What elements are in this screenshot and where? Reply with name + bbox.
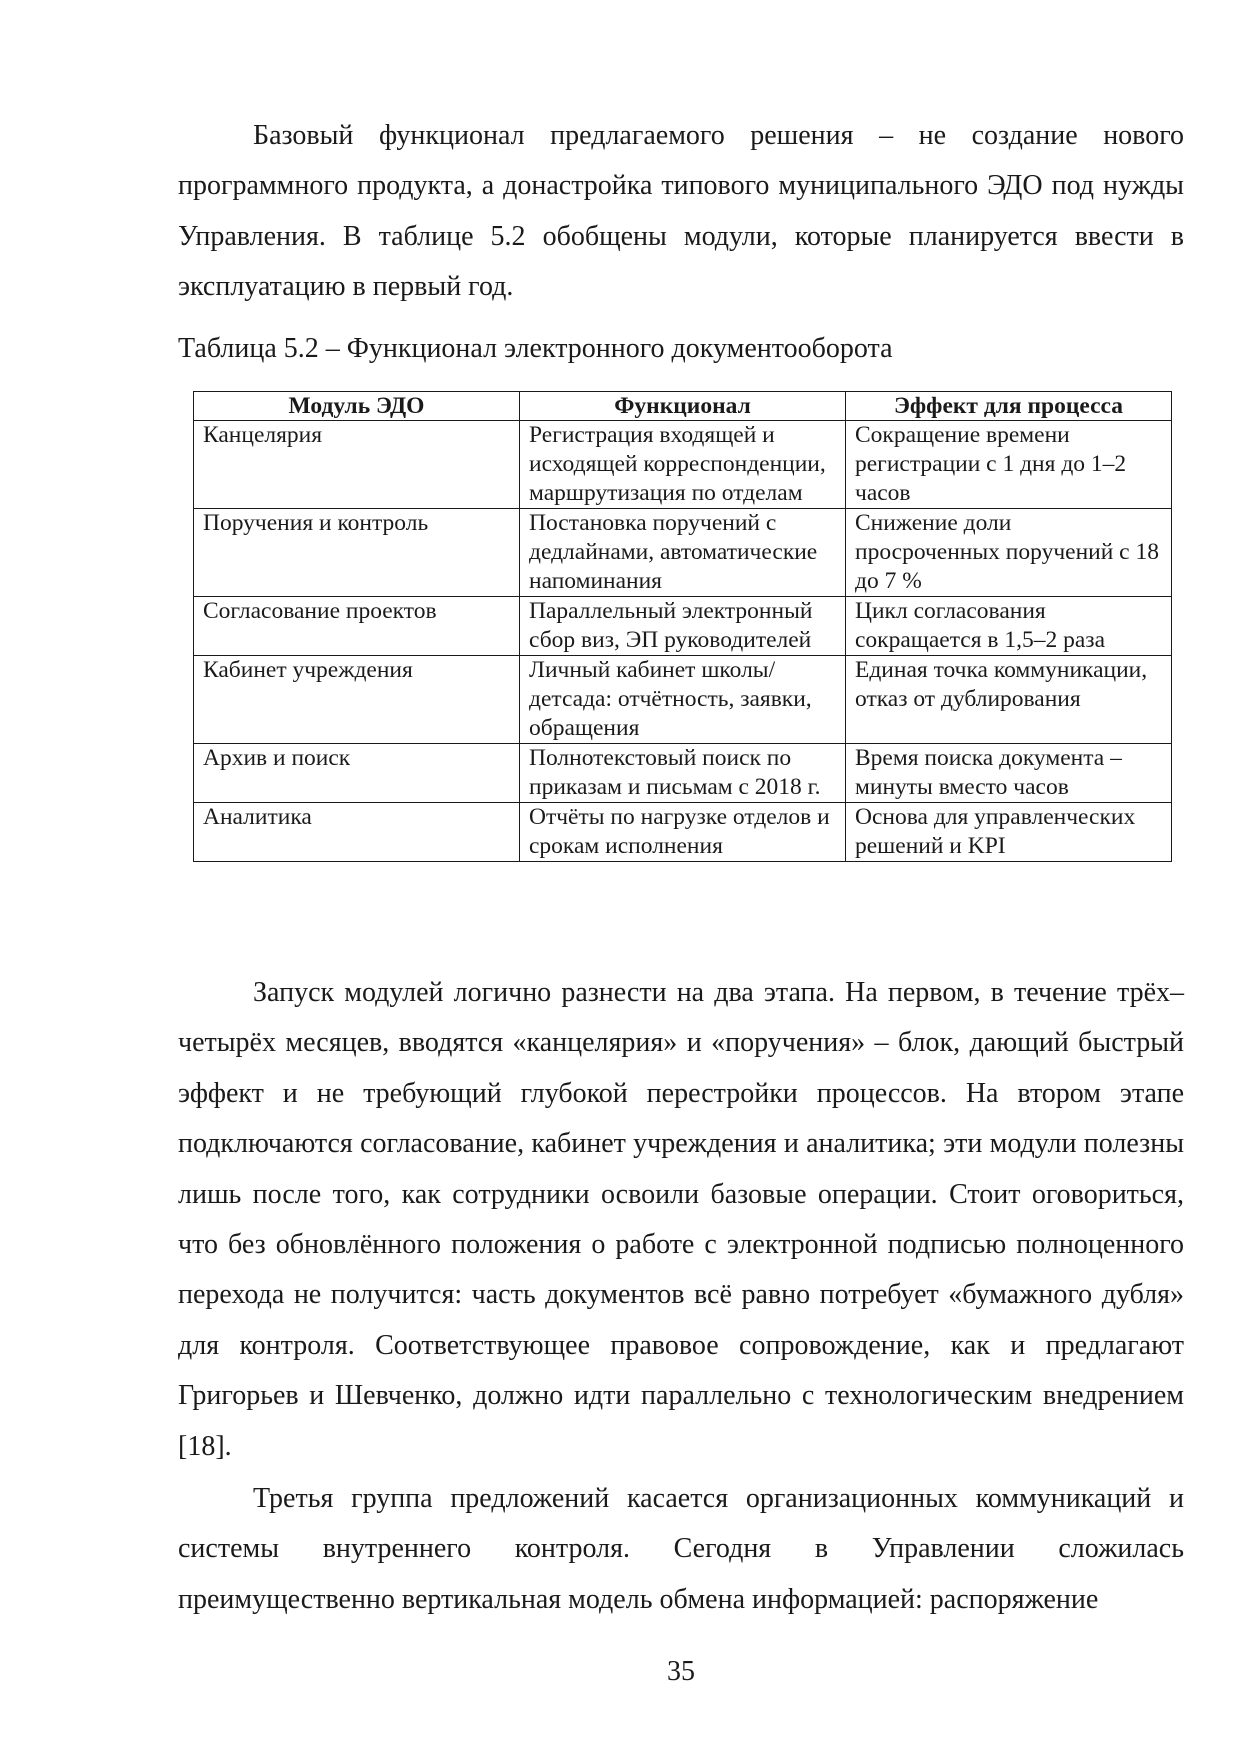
table-row	[194, 421, 1172, 509]
header-module: Модуль ЭДО	[194, 392, 520, 421]
cell-functionality: Постановка поручений с дедлайнами, автоматические напоминания	[520, 509, 846, 597]
cell-effect: Время поиска документа – минуты вместо часов	[846, 744, 1172, 803]
body-paragraph: Третья группа предложений касается организационных коммуникаций и системы внутреннего контроля. Сегодня в Управлении сложилась преимущественно вертикальная модель обмена информацией: распоряжение	[178, 1483, 1184, 1615]
cell-module: Архив и поиск	[194, 744, 520, 803]
cell-effect: Цикл согласования сокращается в 1,5–2 раза	[846, 597, 1172, 656]
cell-module: Аналитика	[194, 803, 520, 862]
table-row	[194, 597, 1172, 656]
table-row	[194, 744, 1172, 803]
cell-functionality: Регистрация входящей и исходящей корреспонденции, маршрутизация по отделам	[520, 421, 846, 509]
cell-module: Кабинет учреждения	[194, 656, 520, 744]
document-page	[178, 0, 1184, 1754]
edo-functionality-table	[193, 391, 1172, 862]
table-row	[194, 656, 1172, 744]
table-row	[194, 803, 1172, 862]
header-effect: Эффект для процесса	[846, 392, 1172, 421]
cell-module: Канцелярия	[194, 421, 520, 509]
cell-effect: Единая точка коммуникации, отказ от дублирования	[846, 656, 1172, 744]
page-number: 35	[667, 1656, 695, 1687]
cell-functionality: Отчёты по нагрузке отделов и срокам исполнения	[520, 803, 846, 862]
header-functionality: Функционал	[520, 392, 846, 421]
body-paragraph: Базовый функционал предлагаемого решения – не создание нового программного продукта, а донастройка типового муниципального ЭДО под нужды Управления. В таблице 5.2 обобщены модули, которые планируется ввести в эксплуатацию в первый год.	[178, 120, 1184, 303]
cell-module: Поручения и контроль	[194, 509, 520, 597]
table-header-row	[194, 392, 1172, 421]
cell-module: Согласование проектов	[194, 597, 520, 656]
cell-effect: Сокращение времени регистрации с 1 дня до 1–2 часов	[846, 421, 1172, 509]
cell-functionality: Полнотекстовый поиск по приказам и письмам с 2018 г.	[520, 744, 846, 803]
cell-functionality: Параллельный электронный сбор виз, ЭП руководителей	[520, 597, 846, 656]
table-row	[194, 509, 1172, 597]
body-paragraph: Запуск модулей логично разнести на два этапа. На первом, в течение трёх–четырёх месяцев, вводятся «канцелярия» и «поручения» – блок, дающий быстрый эффект и не требующий глубокой перестройки процессов. На втором этапе подключаются согласование, кабинет учреждения и аналитика; эти модули полезны лишь после того, как сотрудники освоили базовые операции. Стоит оговориться, что без обновлённого положения о работе с электронной подписью полноценного перехода не получится: часть документов всё равно потребует «бумажного дубля» для контроля. Соответствующее правовое сопровождение, как и предлагают Григорьев и Шевченко, должно идти параллельно с технологическим внедрением [18].	[178, 977, 1184, 1462]
cell-functionality: Личный кабинет школы/детсада: отчётность, заявки, обращения	[520, 656, 846, 744]
cell-effect: Основа для управленческих решений и KPI	[846, 803, 1172, 862]
table-caption: Таблица 5.2 – Функционал электронного документооборота	[178, 333, 893, 364]
cell-effect: Снижение доли просроченных поручений с 18 до 7 %	[846, 509, 1172, 597]
